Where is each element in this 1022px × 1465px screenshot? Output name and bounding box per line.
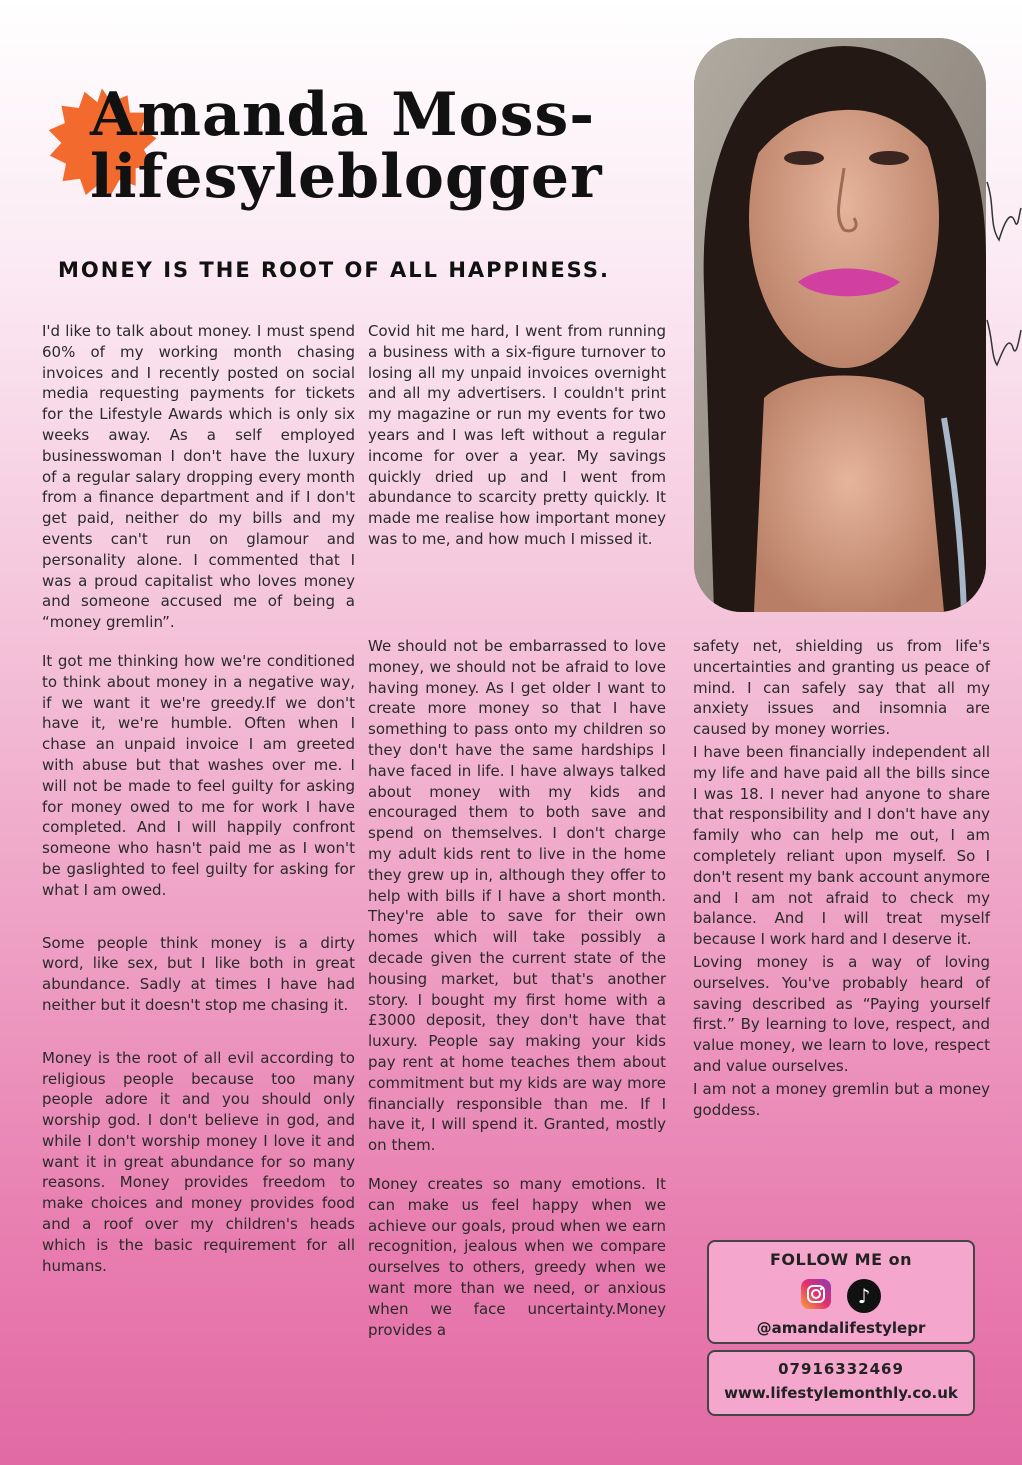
tiktok-icon[interactable]: ♪ bbox=[847, 1279, 881, 1313]
paragraph: I have been financially independent all my life and have paid all the bills since I was 18. I never had anyone to share that responsibility and I don't have any family who can help me out, I am completely reliant upon myself. So I don't resent my bank account anymore and I am not afraid to check my balance. And I will treat myself because I work hard and I deserve it. bbox=[693, 742, 990, 949]
social-handle[interactable]: @amandalifestylepr bbox=[756, 1319, 926, 1337]
squiggle-decoration bbox=[985, 180, 1022, 250]
paragraph: Loving money is a way of loving ourselves. You've probably heard of saving described as “Paying yourself first.” By learning to love, respect, and value money, we learn to love, respect and value ourselves. bbox=[693, 952, 990, 1075]
article-subtitle: MONEY IS THE ROOT OF ALL HAPPINESS. bbox=[58, 258, 610, 282]
article-column-1 bbox=[42, 321, 355, 1294]
website-link[interactable]: www.lifestylemonthly.co.uk bbox=[724, 1384, 958, 1402]
contact-box bbox=[707, 1350, 975, 1416]
paragraph: We should not be embarrassed to love money, we should not be afraid to love having money. As I get older I want to create more money so that I have something to pass onto my children so they don't have the same hardships I have faced in life. I have always talked about money with my kids and encouraged them to both save and spend on themselves. I don't charge my adult kids rent to live in the home they grew up in, although they offer to help with bills if I have a short month. They're able to save for their own homes which will take possibly a decade given the current state of the housing market, but that's another story. I bought my first home with a £3000 deposit, they don't have that luxury. People say making your kids pay rent at home teaches them about commitment but my kids are way more financially responsible than me. If I have it, I will spend it. Granted, mostly on them. bbox=[368, 637, 666, 1155]
author-photo bbox=[694, 38, 986, 612]
social-icons bbox=[709, 1279, 973, 1313]
paragraph: Money creates so many emotions. It can make us feel happy when we achieve our goals, proud when we earn recognition, jealous when we compare ourselves to others, greedy when we want more than we need, or anxious when we face uncertainty.Money provides a bbox=[368, 1174, 666, 1339]
phone-number[interactable]: 07916332469 bbox=[778, 1360, 904, 1378]
follow-box bbox=[707, 1240, 975, 1344]
paragraph: It got me thinking how we're conditioned to think about money in a negative way, if we want it we're greedy.If we don't have it, we're humble. Often when I chase an unpaid invoice I am greeted with abuse but that washes over me. I will not be made to feel guilty for asking for money owed to me for work I have completed. And I will happily confront someone who hasn't paid me as I won't be gaslighted to feel guilty for asking for what I am owed. bbox=[42, 651, 355, 899]
article-title bbox=[90, 80, 603, 212]
article-column-3 bbox=[693, 636, 990, 1122]
follow-title: FOLLOW ME on bbox=[770, 1250, 912, 1269]
instagram-icon[interactable] bbox=[801, 1279, 831, 1309]
paragraph: Money is the root of all evil according to religious people because too many people adore it and you should only worship god. I don't believe in god, and while I don't worship money I love it and want it in great abundance for so many reasons. Money provides freedom to make choices and money provides food and a roof over my children's heads which is the basic requirement for all humans. bbox=[42, 1048, 355, 1275]
paragraph: Some people think money is a dirty word, like sex, but I like both in great abundance. Sadly at times I have had neither but it doesn't stop me chasing it. bbox=[42, 933, 355, 1014]
article-column-2-bottom bbox=[368, 636, 666, 1358]
squiggle-decoration bbox=[985, 310, 1022, 380]
paragraph: Covid hit me hard, I went from running a business with a six-figure turnover to losing all my unpaid invoices overnight and all my advertisers. I couldn't print my magazine or run my events for two years and I was left without a regular income for over a year. My savings quickly dried up and I went from abundance to scarcity pretty quickly. It made me realise how important money was to me, and how much I missed it. bbox=[368, 322, 666, 548]
title-line-1: Amanda Moss- bbox=[90, 80, 596, 150]
article-column-2-top bbox=[368, 321, 666, 568]
paragraph: safety net, shielding us from life's uncertainties and granting us peace of mind. I can safely say that all my anxiety issues and insomnia are caused by money worries. bbox=[693, 637, 990, 739]
title-line-2: lifesyleblogger bbox=[90, 142, 603, 212]
paragraph: I'd like to talk about money. I must spend 60% of my working month chasing invoices and I recently posted on social media requesting payments for tickets for the Lifestyle Awards which is only six weeks away. As a self employed businesswoman I don't have the luxury of a regular salary dropping every month from a finance department and if I don't get paid, neither do my bills and my events can't run on glamour and personality alone. I commented that I was a proud capitalist who loves money and someone accused me of being a “money gremlin”. bbox=[42, 322, 355, 632]
paragraph: I am not a money gremlin but a money goddess. bbox=[693, 1079, 990, 1119]
